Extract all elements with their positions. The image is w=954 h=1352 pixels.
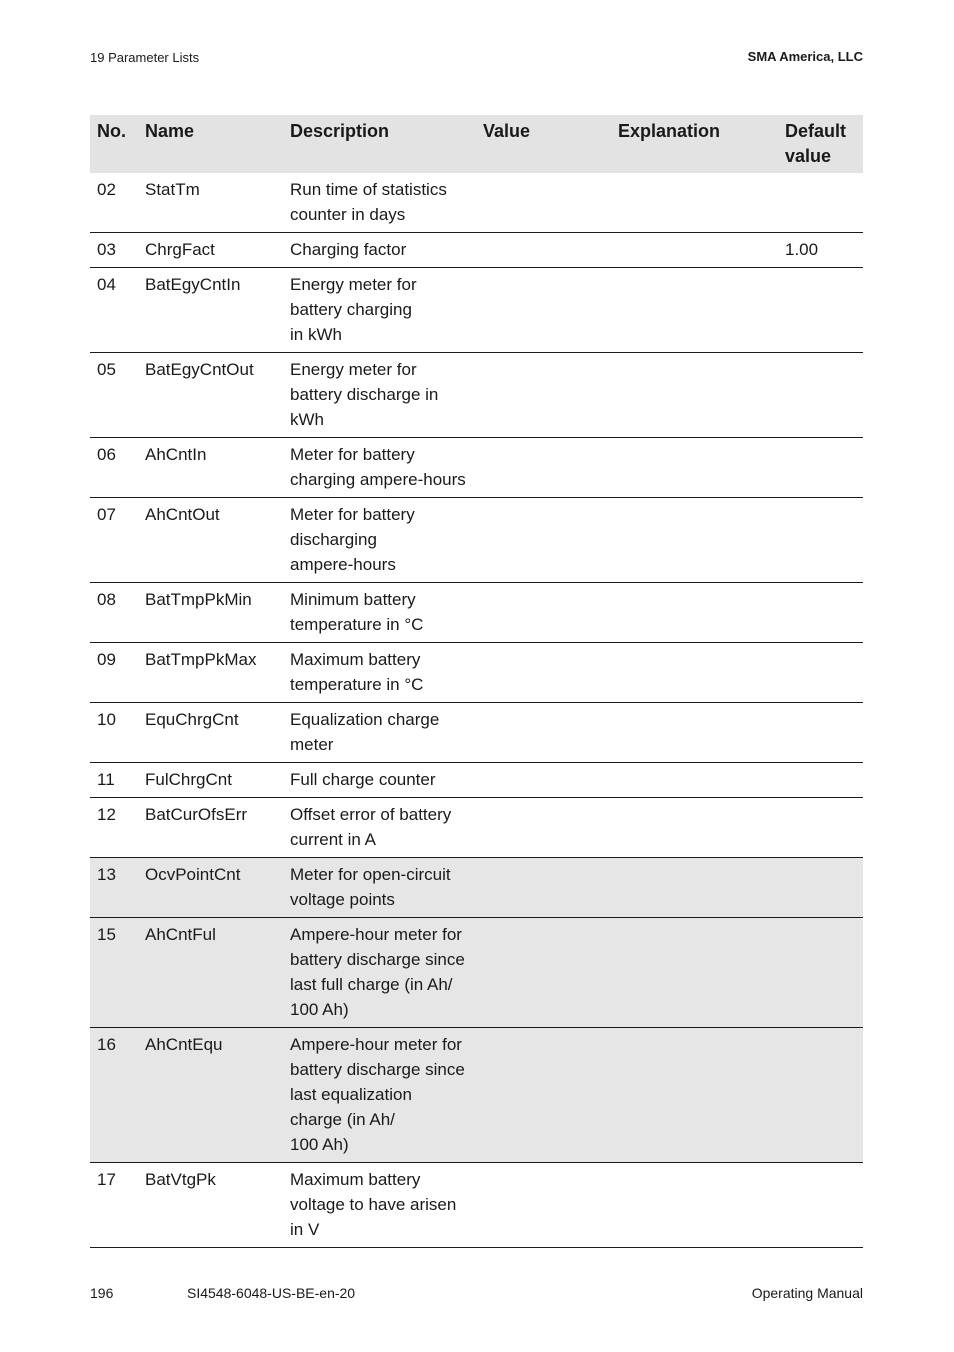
cell-name: BatTmpPkMax	[138, 643, 283, 703]
table-row	[90, 438, 863, 498]
cell-name: AhCntOut	[138, 498, 283, 583]
cell-explanation	[611, 858, 778, 918]
cell-description: Offset error of battery current in A	[283, 798, 476, 858]
cell-no: 12	[90, 798, 138, 858]
table-row	[90, 703, 863, 763]
cell-no: 13	[90, 858, 138, 918]
cell-explanation	[611, 1028, 778, 1163]
table-row	[90, 268, 863, 353]
cell-explanation	[611, 703, 778, 763]
parameter-table	[90, 115, 863, 1248]
cell-name: BatCurOfsErr	[138, 798, 283, 858]
column-header-no: No.	[90, 115, 138, 173]
cell-name: BatEgyCntIn	[138, 268, 283, 353]
cell-value	[476, 583, 611, 643]
cell-name: OcvPointCnt	[138, 858, 283, 918]
cell-value	[476, 763, 611, 798]
cell-explanation	[611, 268, 778, 353]
table-row	[90, 173, 863, 233]
cell-no: 16	[90, 1028, 138, 1163]
cell-default-value	[778, 798, 863, 858]
footer-page-number: 196	[90, 1285, 114, 1301]
footer-document-type: Operating Manual	[751, 1285, 863, 1301]
table-row	[90, 763, 863, 798]
cell-default-value	[778, 268, 863, 353]
cell-value	[476, 918, 611, 1028]
cell-value	[476, 703, 611, 763]
cell-value	[476, 1028, 611, 1163]
cell-value	[476, 438, 611, 498]
cell-default-value	[778, 643, 863, 703]
cell-explanation	[611, 233, 778, 268]
cell-description: Energy meter for battery charging in kWh	[283, 268, 476, 353]
cell-value	[476, 233, 611, 268]
column-header-explanation: Explanation	[611, 115, 778, 173]
cell-default-value	[778, 918, 863, 1028]
cell-explanation	[611, 763, 778, 798]
cell-description: Meter for open-circuit voltage points	[283, 858, 476, 918]
cell-explanation	[611, 438, 778, 498]
cell-value	[476, 498, 611, 583]
cell-no: 09	[90, 643, 138, 703]
cell-explanation	[611, 643, 778, 703]
cell-description: Meter for battery charging ampere-hours	[283, 438, 476, 498]
table-row	[90, 918, 863, 1028]
cell-name: AhCntFul	[138, 918, 283, 1028]
table-row	[90, 233, 863, 268]
cell-explanation	[611, 583, 778, 643]
cell-description: Ampere-hour meter for battery discharge since last equalization charge (in Ah/ 100 Ah)	[283, 1028, 476, 1163]
footer-document-id: SI4548-6048-US-BE-en-20	[187, 1285, 356, 1301]
cell-default-value	[778, 498, 863, 583]
cell-name: BatVtgPk	[138, 1163, 283, 1248]
cell-description: Energy meter for battery discharge in kWh	[283, 353, 476, 438]
cell-default-value	[778, 353, 863, 438]
cell-name: AhCntIn	[138, 438, 283, 498]
cell-no: 11	[90, 763, 138, 798]
cell-value	[476, 798, 611, 858]
cell-name: ChrgFact	[138, 233, 283, 268]
cell-default-value	[778, 1028, 863, 1163]
cell-description: Maximum battery temperature in °C	[283, 643, 476, 703]
cell-description: Minimum battery temperature in °C	[283, 583, 476, 643]
cell-description: Ampere-hour meter for battery discharge since last full charge (in Ah/ 100 Ah)	[283, 918, 476, 1028]
column-header-default-value: Default value	[778, 115, 863, 173]
table-header	[90, 115, 863, 173]
cell-explanation	[611, 173, 778, 233]
cell-description: Full charge counter	[283, 763, 476, 798]
cell-no: 07	[90, 498, 138, 583]
cell-default-value	[778, 438, 863, 498]
cell-explanation	[611, 498, 778, 583]
table-row	[90, 858, 863, 918]
cell-value	[476, 353, 611, 438]
cell-default-value	[778, 763, 863, 798]
table-row	[90, 353, 863, 438]
table-body	[90, 173, 863, 1248]
cell-name: FulChrgCnt	[138, 763, 283, 798]
table-row	[90, 1028, 863, 1163]
cell-description: Run time of statistics counter in days	[283, 173, 476, 233]
cell-description: Maximum battery voltage to have arisen in V	[283, 1163, 476, 1248]
cell-no: 15	[90, 918, 138, 1028]
cell-name: BatTmpPkMin	[138, 583, 283, 643]
cell-value	[476, 1163, 611, 1248]
cell-no: 04	[90, 268, 138, 353]
table-row	[90, 583, 863, 643]
cell-default-value	[778, 703, 863, 763]
table-row	[90, 798, 863, 858]
cell-explanation	[611, 918, 778, 1028]
cell-default-value: 1.00	[778, 233, 863, 268]
cell-default-value	[778, 1163, 863, 1248]
cell-value	[476, 173, 611, 233]
cell-description: Equalization charge meter	[283, 703, 476, 763]
cell-no: 10	[90, 703, 138, 763]
column-header-description: Description	[283, 115, 476, 173]
table-row	[90, 643, 863, 703]
column-header-value: Value	[476, 115, 611, 173]
cell-default-value	[778, 858, 863, 918]
cell-no: 17	[90, 1163, 138, 1248]
cell-explanation	[611, 798, 778, 858]
cell-default-value	[778, 583, 863, 643]
cell-no: 03	[90, 233, 138, 268]
cell-explanation	[611, 353, 778, 438]
cell-value	[476, 858, 611, 918]
cell-explanation	[611, 1163, 778, 1248]
table-header-row	[90, 115, 863, 173]
cell-value	[476, 643, 611, 703]
cell-value	[476, 268, 611, 353]
cell-name: AhCntEqu	[138, 1028, 283, 1163]
column-header-name: Name	[138, 115, 283, 173]
cell-description: Meter for battery discharging ampere-hours	[283, 498, 476, 583]
cell-name: BatEgyCntOut	[138, 353, 283, 438]
cell-name: EquChrgCnt	[138, 703, 283, 763]
running-header-section: 19 Parameter Lists	[90, 50, 200, 65]
table-row	[90, 1163, 863, 1248]
cell-no: 02	[90, 173, 138, 233]
running-header-company: SMA America, LLC	[747, 49, 863, 64]
cell-no: 06	[90, 438, 138, 498]
cell-name: StatTm	[138, 173, 283, 233]
cell-no: 08	[90, 583, 138, 643]
cell-description: Charging factor	[283, 233, 476, 268]
table-row	[90, 498, 863, 583]
cell-default-value	[778, 173, 863, 233]
cell-no: 05	[90, 353, 138, 438]
